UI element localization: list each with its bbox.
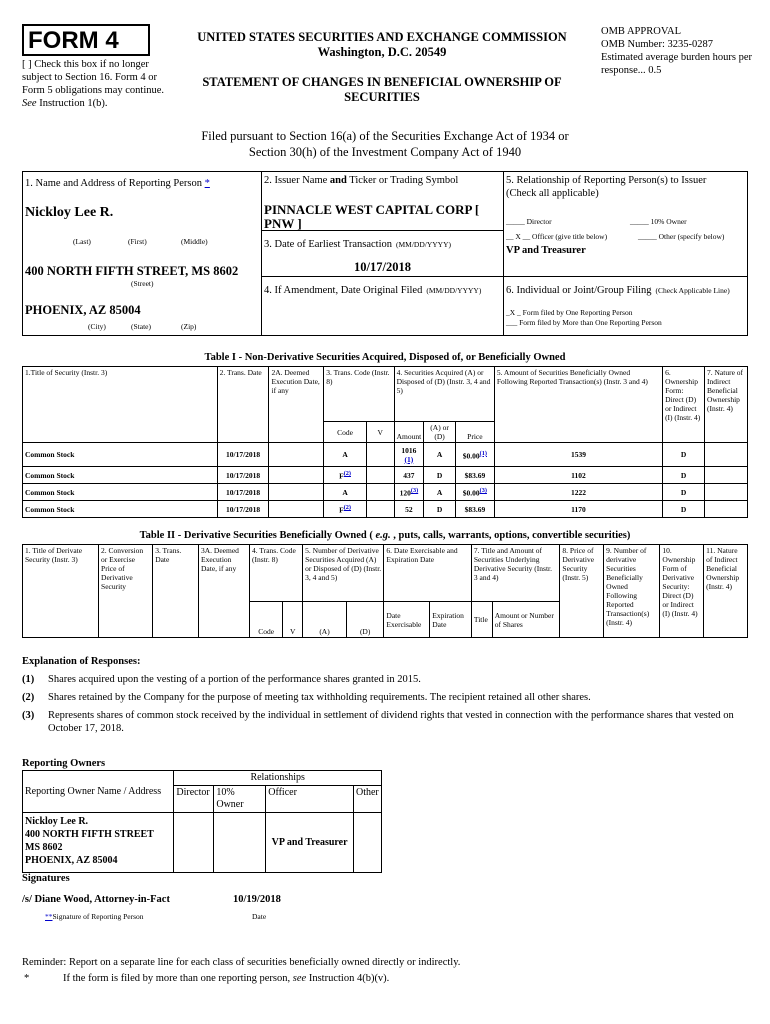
t1-r1-title: Common Stock: [23, 467, 218, 484]
first-label: (First): [128, 237, 147, 246]
t1-r1-price: $83.69: [455, 467, 494, 484]
table-row: [23, 813, 382, 873]
t2-h-title: 1. Title of Derivate Security (Instr. 3): [23, 545, 99, 638]
t2-h-exp: Expiration Date: [430, 602, 472, 638]
t1-h-v-sub: V: [366, 422, 394, 443]
t1-r2-date: 10/17/2018: [217, 484, 269, 501]
officer-check: __ X __ Officer (give title below): [506, 232, 608, 241]
other-check: _____ Other (specify below): [638, 232, 725, 241]
owner-address: Nickloy Lee R. 400 NORTH FIFTH STREET MS 8602 PHOENIX, AZ 85004: [23, 813, 174, 873]
signature-date: 10/19/2018: [233, 894, 281, 905]
box6-label: 6. Individual or Joint/Group Filing (Check Applicable Line): [506, 285, 730, 296]
table-row: [23, 501, 748, 518]
footnote-1: (1) Shares acquired upon the vesting of a portion of the performance shares granted in 2015.: [22, 674, 421, 685]
explanation-heading: Explanation of Responses:: [22, 656, 141, 667]
owners-relationships: Relationships: [174, 771, 382, 786]
zip-label: (Zip): [181, 322, 197, 331]
box5-sub: (Check all applicable): [506, 188, 599, 199]
agency-location: Washington, D.C. 20549: [317, 45, 447, 59]
t1-r1-code: $F^{(2)}$: [324, 467, 367, 484]
reporting-person-street: 400 NORTH FIFTH STREET, MS 8602: [25, 264, 239, 278]
t1-r0-form: D: [663, 443, 705, 467]
t2-h-owned: 9. Number of derivative Securities Beneficially Owned Following Reported Transaction(s) (Instr. 4): [604, 545, 660, 638]
t1-r0-price: $0.00$^{(1)}$: [455, 443, 494, 467]
owners-col-ten-pct: 10% Owner: [214, 786, 266, 813]
t1-r3-owned: 1170: [494, 501, 662, 518]
footnote-link[interactable]: (2): [343, 470, 351, 478]
table1: [22, 366, 748, 518]
officer-title: VP and Treasurer: [506, 245, 586, 256]
box-filing-type: [503, 276, 748, 336]
box3-label: 3. Date of Earliest Transaction (MM/DD/YYYY): [264, 239, 452, 250]
form-title-box: [22, 24, 150, 56]
director-check: _____ Director: [506, 217, 552, 226]
last-label: (Last): [73, 237, 91, 246]
t1-r0-amount: 1016 (1): [394, 443, 424, 467]
table2: [22, 544, 748, 638]
t1-r0-title: Common Stock: [23, 443, 218, 467]
street-label: (Street): [131, 279, 154, 288]
t1-r3-form: D: [663, 501, 705, 518]
agency-name: UNITED STATES SECURITIES AND EXCHANGE COMMISSION: [197, 30, 567, 44]
box-earliest-transaction: [261, 230, 504, 277]
footnote-3: (3) Represents shares of common stock received by the individual in settlement of dividend rights that vested in connection with the performance shares that vested on October 17, 2018.: [22, 710, 734, 734]
footnote-link[interactable]: (3): [410, 487, 419, 495]
omb-burden: Estimated average burden hours per response... 0.5: [601, 52, 753, 76]
table-row: [23, 467, 748, 484]
explanation-notes: [22, 673, 737, 735]
t1-h-nature: 7. Nature of Indirect Beneficial Ownership (Instr. 4): [705, 367, 748, 443]
t2-h-d-sub: (D): [346, 602, 384, 638]
footnote-2: (2) Shares retained by the Company for the purpose of meeting tax withholding requirements. The recipient retained all other shares.: [22, 692, 591, 703]
signature-label: **Signature of Reporting Person: [45, 912, 144, 921]
reminder: Reminder: Report on a separate line for each class of securities beneficially owned directly or indirectly.: [22, 957, 461, 968]
signature-footnote-link[interactable]: **: [45, 912, 53, 921]
t1-h-title: 1.Title of Security (Instr. 3): [23, 367, 218, 443]
city-label: (City): [88, 322, 106, 331]
t1-h-code: 3. Trans. Code (Instr. 8): [324, 367, 394, 422]
t1-r1-ad: D: [424, 467, 456, 484]
box5-label: 5. Relationship of Reporting Person(s) to Issuer: [506, 175, 707, 186]
signer-name: /s/ Diane Wood, Attorney-in-Fact: [22, 894, 170, 905]
table-row: [23, 443, 748, 467]
t1-r2-owned: 1222: [494, 484, 662, 501]
t1-r2-amount: 120$^{(3)}$: [394, 484, 424, 501]
box1-label: 1. Name and Address of Reporting Person *: [25, 178, 210, 189]
owners-col-other: Other: [353, 786, 381, 813]
t2-h-title-sub: Title: [471, 602, 492, 638]
t1-r3-title: Common Stock: [23, 501, 218, 518]
t2-h-number: 5. Number of Derivative Securities Acquired (A) or Disposed of (D) (Instr. 3, 4 and 5): [303, 545, 384, 602]
form-title: FORM 4: [28, 27, 119, 54]
ten-pct-check: _____ 10% Owner: [630, 217, 687, 226]
reporting-person-city: PHOENIX, AZ 85004: [25, 303, 141, 317]
t1-r3-amount: 52: [394, 501, 424, 518]
t1-r1-form: D: [663, 467, 705, 484]
box-issuer: [261, 171, 504, 231]
t1-h-form: 6. Ownership Form: Direct (D) or Indirect (I) (Instr. 4): [663, 367, 705, 443]
box-reporting-person: [22, 171, 262, 336]
box-amendment: [261, 276, 504, 336]
owners-col-name: Reporting Owner Name / Address: [23, 771, 174, 813]
t2-h-price: 8. Price of Derivative Security (Instr. 5): [560, 545, 604, 638]
footer-instruction: If the form is filed by more than one reporting person, see Instruction 4(b)(v).: [63, 973, 390, 984]
t1-r3-code: $F^{(2)}$: [324, 501, 367, 518]
check-box-note: [ ] Check this box if no longer subject to Section 16. Form 4 or Form 5 obligations may continue. See Instruction 1(b).: [22, 59, 165, 109]
footnote-link[interactable]: (1): [479, 449, 487, 457]
t1-r2-ad: A: [424, 484, 456, 501]
t1-h-date: 2. Trans. Date: [217, 367, 269, 443]
owners-col-director: Director: [174, 786, 214, 813]
star-footnote-link[interactable]: *: [204, 178, 210, 189]
t1-r3-ad: D: [424, 501, 456, 518]
t1-r2-title: Common Stock: [23, 484, 218, 501]
box-relationship: [503, 171, 748, 277]
omb-number: OMB Number: 3235-0287: [601, 39, 713, 50]
earliest-transaction-date: 10/17/2018: [354, 260, 411, 274]
owners-heading: Reporting Owners: [22, 758, 106, 769]
statement-title: STATEMENT OF CHANGES IN BENEFICIAL OWNERSHIP OF SECURITIES: [202, 75, 562, 104]
box2-label: 2. Issuer Name and Ticker or Trading Symbol: [264, 175, 459, 186]
footer-star: *: [24, 973, 30, 984]
footnote-link[interactable]: (1): [404, 454, 414, 464]
footnote-link[interactable]: (3): [479, 487, 487, 495]
table2-title: Table II - Derivative Securities Beneficially Owned ( e.g. , puts, calls, warrants, options, convertible securities): [139, 530, 631, 541]
t2-h-date-ex: Date Exercisable: [384, 602, 430, 638]
t2-h-code: 4. Trans. Code (Instr. 8): [250, 545, 303, 602]
t1-h-aord-sub: (A) or (D): [424, 422, 456, 443]
t1-r2-code: A: [324, 484, 367, 501]
signatures-heading: Signatures: [22, 873, 70, 884]
filed-one-person: _X _ Form filed by One Reporting Person: [506, 308, 633, 317]
t2-h-a-sub: (A): [303, 602, 347, 638]
state-label: (State): [131, 322, 151, 331]
t1-r2-price: $0.00$^{(3)}$: [455, 484, 494, 501]
t1-r0-owned: 1539: [494, 443, 662, 467]
date-label: Date: [252, 912, 267, 921]
t1-h-acquired: 4. Securities Acquired (A) or Disposed of (D) (Instr. 3, 4 and 5): [394, 367, 494, 422]
table1-title: Table I - Non-Derivative Securities Acquired, Disposed of, or Beneficially Owned: [204, 352, 566, 363]
table-row: [23, 484, 748, 501]
omb-box: [601, 25, 761, 77]
t1-h-price-sub: Price: [455, 422, 494, 443]
t1-r1-amount: 437: [394, 467, 424, 484]
t2-h-nature: 11. Nature of Indirect Beneficial Ownership (Instr. 4): [704, 545, 748, 638]
t2-h-conversion: 2. Conversion or Exercise Price of Derivative Security: [99, 545, 153, 638]
t2-h-form: 10. Ownership Form of Derivative Security: Direct (D) or Indirect (I) (Instr. 4): [660, 545, 704, 638]
t1-r3-price: $83.69: [455, 501, 494, 518]
owner-officer-title: VP and Treasurer: [266, 813, 354, 873]
t2-h-code-sub: Code: [250, 602, 283, 638]
t2-h-exercisable: 6. Date Exercisable and Expiration Date: [384, 545, 471, 602]
reporting-person-name: Nickloy Lee R.: [25, 205, 114, 220]
omb-title: OMB APPROVAL: [601, 26, 682, 37]
t2-h-v-sub: V: [283, 602, 303, 638]
t2-h-amount-shares: Amount or Number of Shares: [492, 602, 560, 638]
t1-h-amount-sub: Amount: [394, 422, 424, 443]
t2-h-underlying: 7. Title and Amount of Securities Underlying Derivative Security (Instr. 3 and 4): [471, 545, 560, 602]
filed-pursuant-2: Section 30(h) of the Investment Company Act of 1940: [248, 145, 522, 159]
t2-h-deemed: 3A. Deemed Execution Date, if any: [199, 545, 250, 638]
box4-label: 4. If Amendment, Date Original Filed (MM/DD/YYYY): [264, 285, 482, 296]
t1-r0-ad: A: [424, 443, 456, 467]
t2-h-date: 3. Trans. Date: [153, 545, 199, 638]
t1-h-code-sub: Code: [324, 422, 367, 443]
footnote-link[interactable]: (2): [343, 504, 351, 512]
filed-more-persons: ___ Form filed by More than One Reporting Person: [506, 318, 662, 327]
t1-r1-owned: 1102: [494, 467, 662, 484]
owners-table: [22, 770, 382, 873]
t1-r3-date: 10/17/2018: [217, 501, 269, 518]
t1-r1-date: 10/17/2018: [217, 467, 269, 484]
issuer-name: PINNACLE WEST CAPITAL CORP [ PNW ]: [264, 202, 480, 231]
middle-label: (Middle): [181, 237, 208, 246]
t1-h-owned: 5. Amount of Securities Beneficially Owned Following Reported Transaction(s) (Instr. 3 and 4): [494, 367, 662, 443]
t1-h-deemed: 2A. Deemed Execution Date, if any: [269, 367, 324, 443]
owners-col-officer: Officer: [266, 786, 354, 813]
t1-r0-date: 10/17/2018: [217, 443, 269, 467]
filed-pursuant-1: Filed pursuant to Section 16(a) of the Securities Exchange Act of 1934 or: [201, 129, 569, 143]
t1-r0-code: A: [324, 443, 367, 467]
t1-r2-form: D: [663, 484, 705, 501]
